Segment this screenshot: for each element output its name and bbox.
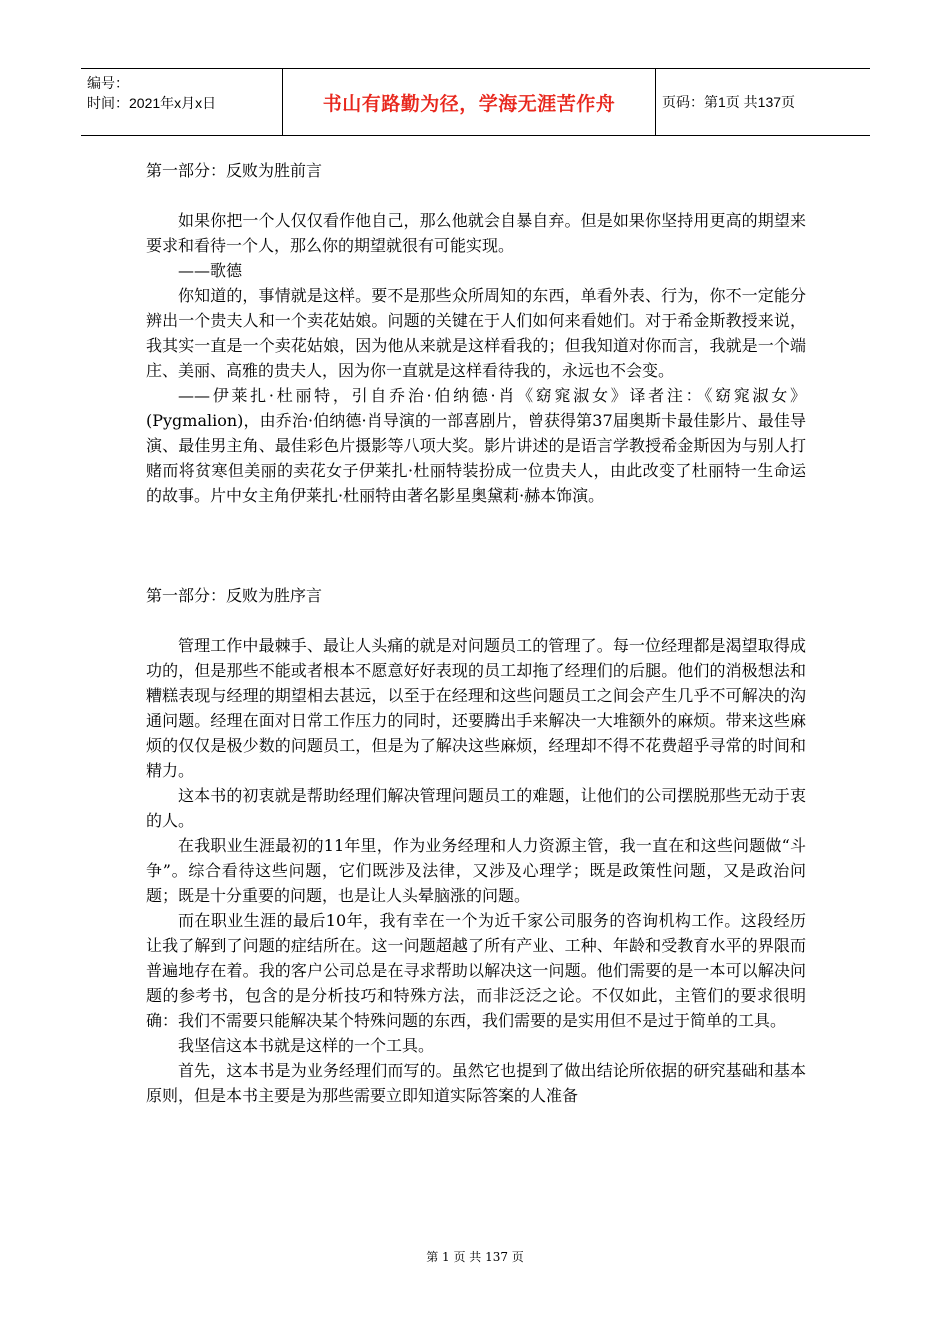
paragraph: 如果你把一个人仅仅看作他自己，那么他就会自暴自弃。但是如果你坚持用更高的期望来要求和看待一个人，那么你的期望就很有可能实现。	[146, 211, 806, 255]
quote-attribution: ——伊莱扎·杜丽特，引自乔治·伯纳德·肖《窈窕淑女》译者注：《窈窕淑女》(Pygmalion)，由乔治·伯纳德·肖导演的一部喜剧片，曾获得第37届奥斯卡最佳影片、最佳导演、最佳男主角、最佳彩色片摄影等八项大奖。影片讲述的是语言学教授希金斯因为与别人打赌而将贫寒但美丽的卖花女子伊莱扎·杜丽特装扮成一位贵夫人，由此改变了杜丽特一生命运的故事。片中女主角伊莱扎·杜丽特由著名影星奥黛莉·赫本饰演。	[146, 386, 806, 505]
header-page-info: 页码：第1页 共137页	[662, 94, 796, 110]
header-meta	[81, 69, 283, 135]
paragraph: 首先，这本书是为业务经理们而写的。虽然它也提到了做出结论所依据的研究基础和基本原则，但是本书主要是为那些需要立即知道实际答案的人准备	[146, 1061, 806, 1105]
section-title-foreword: 第一部分：反败为胜序言	[146, 586, 323, 605]
document-body	[146, 158, 806, 1108]
section-title-preface: 第一部分：反败为胜前言	[146, 161, 323, 180]
header-code-label: 编号：	[87, 75, 129, 91]
paragraph: 我坚信这本书就是这样的一个工具。	[178, 1036, 435, 1055]
page-header	[81, 68, 870, 136]
header-date-label: 时间：2021年x月x日	[87, 95, 217, 111]
paragraph: 而在职业生涯的最后10年，我有幸在一个为近千家公司服务的咨询机构工作。这段经历让我了解到了问题的症结所在。这一问题超越了所有产业、工种、年龄和受教育水平的界限而普遍地存在着。我的客户公司总是在寻求帮助以解决这一问题。他们需要的是一本可以解决问题的参考书，包含的是分析技巧和特殊方法，而非泛泛之论。不仅如此，主管们的要求很明确：我们不需要只能解决某个特殊问题的东西，我们需要的是实用但不是过于简单的工具。	[146, 911, 806, 1030]
paragraph: 这本书的初衷就是帮助经理们解决管理问题员工的难题，让他们的公司摆脱那些无动于衷的人。	[146, 786, 806, 830]
paragraph: 管理工作中最棘手、最让人头痛的就是对问题员工的管理了。每一位经理都是渴望取得成功的，但是那些不能或者根本不愿意好好表现的员工却拖了经理们的后腿。他们的消极想法和糟糕表现与经理的期望相去甚远，以至于在经理和这些问题员工之间会产生几乎不可解决的沟通问题。经理在面对日常工作压力的同时，还要腾出手来解决一大堆额外的麻烦。带来这些麻烦的仅仅是极少数的问题员工，但是为了解决这些麻烦，经理却不得不花费超乎寻常的时间和精力。	[146, 636, 806, 780]
paragraph: 在我职业生涯最初的11年里，作为业务经理和人力资源主管，我一直在和这些问题做“斗争”。综合看待这些问题，它们既涉及法律，又涉及心理学；既是政策性问题，又是政治问题；既是十分重要的问题，也是让人头晕脑涨的问题。	[146, 836, 806, 905]
quote-attribution: ——歌德	[178, 261, 243, 280]
page-footer: 第 1 页 共 137 页	[426, 1250, 524, 1264]
paragraph: 你知道的，事情就是这样。要不是那些众所周知的东西，单看外表、行为，你不一定能分辨出一个贵夫人和一个卖花姑娘。问题的关键在于人们如何来看她们。对于希金斯教授来说，我其实一直是一个卖花姑娘，因为他从来就是这样看我的；但我知道对你而言，我就是一个端庄、美丽、高雅的贵夫人，因为你一直就是这样看待我的，永远也不会变。	[146, 286, 806, 380]
header-motto: 书山有路勤为径，学海无涯苦作舟	[283, 69, 656, 135]
